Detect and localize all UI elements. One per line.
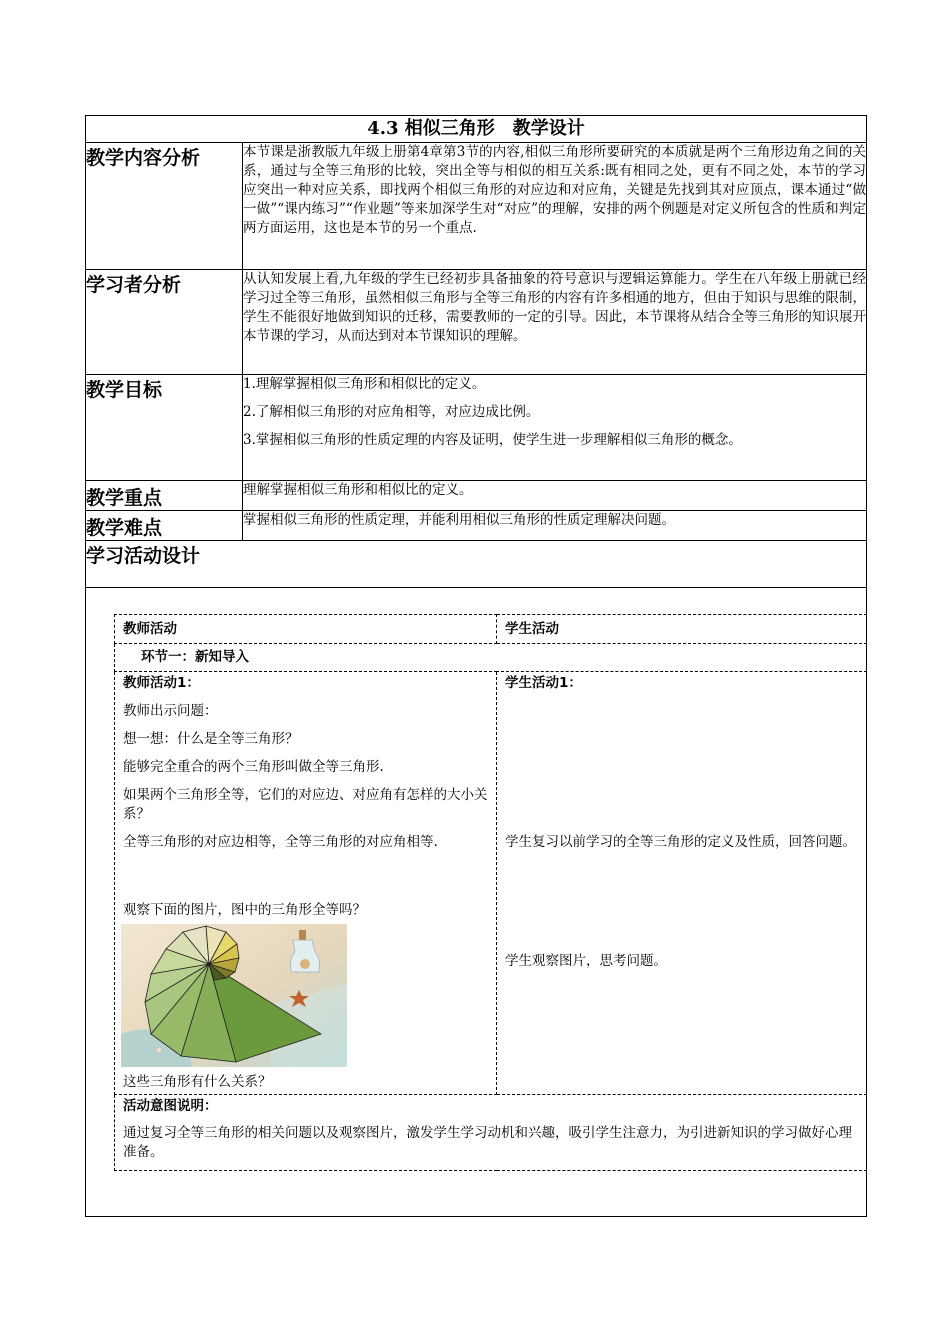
teacher-line: 能够完全重合的两个三角形叫做全等三角形. xyxy=(123,759,384,775)
lesson-plan-table xyxy=(85,115,867,1217)
difficulty-label: 教学难点 xyxy=(86,511,243,541)
teacher-line: 全等三角形的对应边相等，全等三角形的对应角相等. xyxy=(123,834,438,850)
goal-item: 1.理解掌握相似三角形和相似比的定义。 xyxy=(243,376,486,392)
activity-intent-title: 活动意图说明： xyxy=(123,1098,218,1114)
activity-design-area xyxy=(86,588,867,1217)
content-analysis-label: 教学内容分析 xyxy=(86,143,243,270)
student-activity-header: 学生活动 xyxy=(497,615,867,644)
teacher-line: 想一想：什么是全等三角形？ xyxy=(123,731,299,747)
key-point-text: 理解掌握相似三角形和相似比的定义。 xyxy=(243,481,867,511)
stage-title: 环节一：新知导入 xyxy=(115,644,867,672)
teacher-activity-header: 教师活动 xyxy=(115,615,497,644)
goal-item: 2.了解相似三角形的对应角相等，对应边成比例。 xyxy=(243,404,540,420)
goals-list xyxy=(243,375,867,481)
activity-design-label: 学习活动设计 xyxy=(86,541,867,588)
student-activity-title: 学生活动1： xyxy=(505,675,582,691)
activity-intent-text: 通过复习全等三角形的相关问题以及观察图片，激发学生学习动机和兴趣，吸引学生注意力，为引进新知识的学习做好心理准备。 xyxy=(123,1125,852,1160)
document-page xyxy=(85,115,866,1217)
student-line: 学生复习以前学习的全等三角形的定义及性质，回答问题。 xyxy=(505,834,856,850)
teacher-activity-cell xyxy=(115,672,497,1095)
activity-table xyxy=(114,614,867,1171)
student-activity-cell xyxy=(497,672,867,1095)
goal-item: 3.掌握相似三角形的性质定理的内容及证明，使学生进一步理解相似三角形的概念。 xyxy=(243,432,742,448)
nautilus-shell-image xyxy=(121,924,347,1067)
activity-intent-cell xyxy=(115,1095,867,1171)
teacher-activity-title: 教师活动1： xyxy=(123,675,200,691)
teacher-line: 观察下面的图片，图中的三角形全等吗？ xyxy=(123,902,366,918)
document-title: 4.3 相似三角形 教学设计 xyxy=(86,116,867,143)
content-analysis-text: 本节课是浙教版九年级上册第4章第3节的内容,相似三角形所要研究的本质就是两个三角形边角之间的关系，通过与全等三角形的比较，突出全等与相似的相互关系:既有相同之处，更有不同之处，本节的学习应突出一种对应关系，即找两个相似三角形的对应边和对应角，关键是先找到其对应顶点，课本通过“做一做”“课内练习”“作业题”等来加深学生对“对应”的理解，安排的两个例题是对定义所包含的性质和判定两方面运用，这也是本节的另一个重点. xyxy=(243,143,867,270)
difficulty-text: 掌握相似三角形的性质定理，并能利用相似三角形的性质定理解决问题。 xyxy=(243,511,867,541)
teacher-line: 如果两个三角形全等，它们的对应边、对应角有怎样的大小关系？ xyxy=(123,787,488,822)
key-point-label: 教学重点 xyxy=(86,481,243,511)
goals-label: 教学目标 xyxy=(86,375,243,481)
student-line: 学生观察图片，思考问题。 xyxy=(505,953,667,969)
teacher-line: 这些三角形有什么关系？ xyxy=(123,1074,272,1090)
learner-analysis-label: 学习者分析 xyxy=(86,270,243,375)
teacher-line: 教师出示问题： xyxy=(123,703,218,719)
learner-analysis-text: 从认知发展上看,九年级的学生已经初步具备抽象的符号意识与逻辑运算能力。学生在八年级上册就已经学习过全等三角形，虽然相似三角形与全等三角形的内容有许多相通的地方，但由于知识与思维的限制，学生不能很好地做到知识的迁移，需要教师的一定的引导。因此，本节课将从结合全等三角形的知识展开本节课的学习，从而达到对本节课知识的理解。 xyxy=(243,270,867,375)
